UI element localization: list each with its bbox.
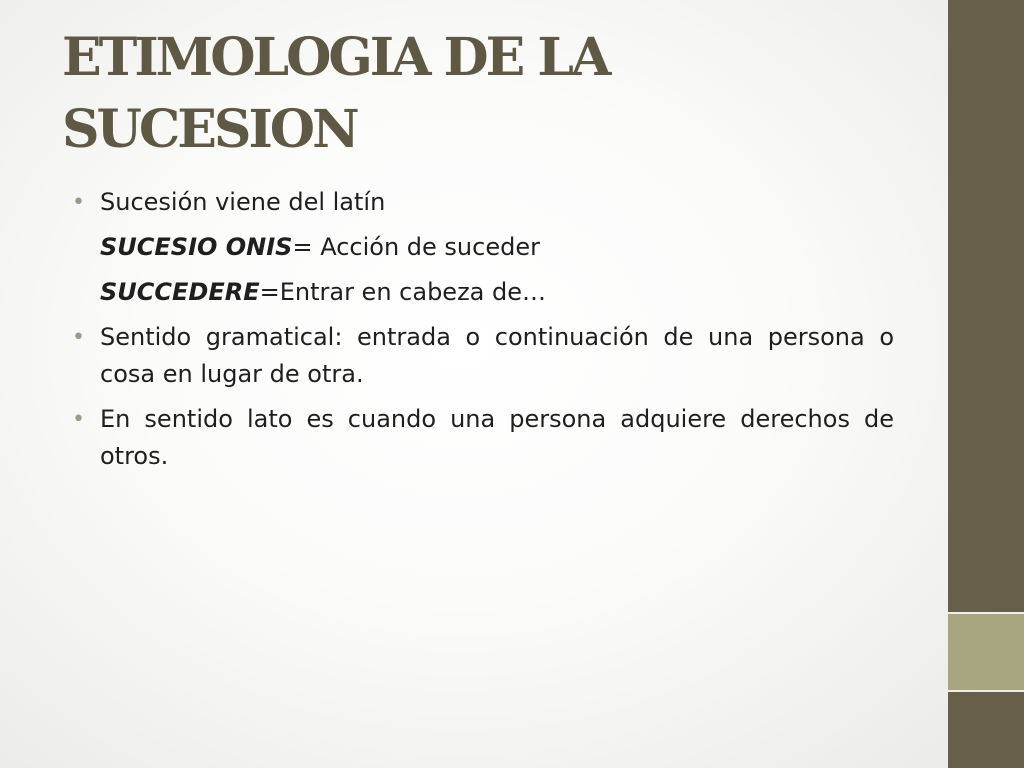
slide-title <box>62 22 922 166</box>
side-bar-accent <box>948 614 1024 690</box>
title-line-1: ETIMOLOGIA DE LA <box>62 27 609 88</box>
bullet-text: Sentido gramatical: entrada o continuación de una persona o cosa en lugar de otra. <box>100 323 894 388</box>
slide-body <box>72 184 894 483</box>
bullet-text: Sucesión viene del latín <box>100 188 386 216</box>
bullet-item-1 <box>72 184 894 221</box>
bullet-dot-icon: • <box>72 325 85 350</box>
bullet-item-2 <box>72 319 894 393</box>
term-definition: = Acción de suceder <box>292 233 540 261</box>
latin-term: SUCCEDERE <box>100 278 260 306</box>
side-bar-bottom <box>948 692 1024 768</box>
sub-item-1 <box>72 229 894 266</box>
bullet-dot-icon: • <box>72 407 85 432</box>
latin-term: SUCESIO ONIS <box>100 233 293 261</box>
bullet-item-3 <box>72 401 894 475</box>
sub-item-2 <box>72 274 894 311</box>
side-bar-top <box>948 0 1024 612</box>
bullet-text: En sentido lato es cuando una persona adquiere derechos de otros. <box>100 405 894 470</box>
title-line-2: SUCESION <box>62 99 357 160</box>
bullet-dot-icon: • <box>72 190 85 215</box>
term-definition: =Entrar en cabeza de… <box>259 278 546 306</box>
